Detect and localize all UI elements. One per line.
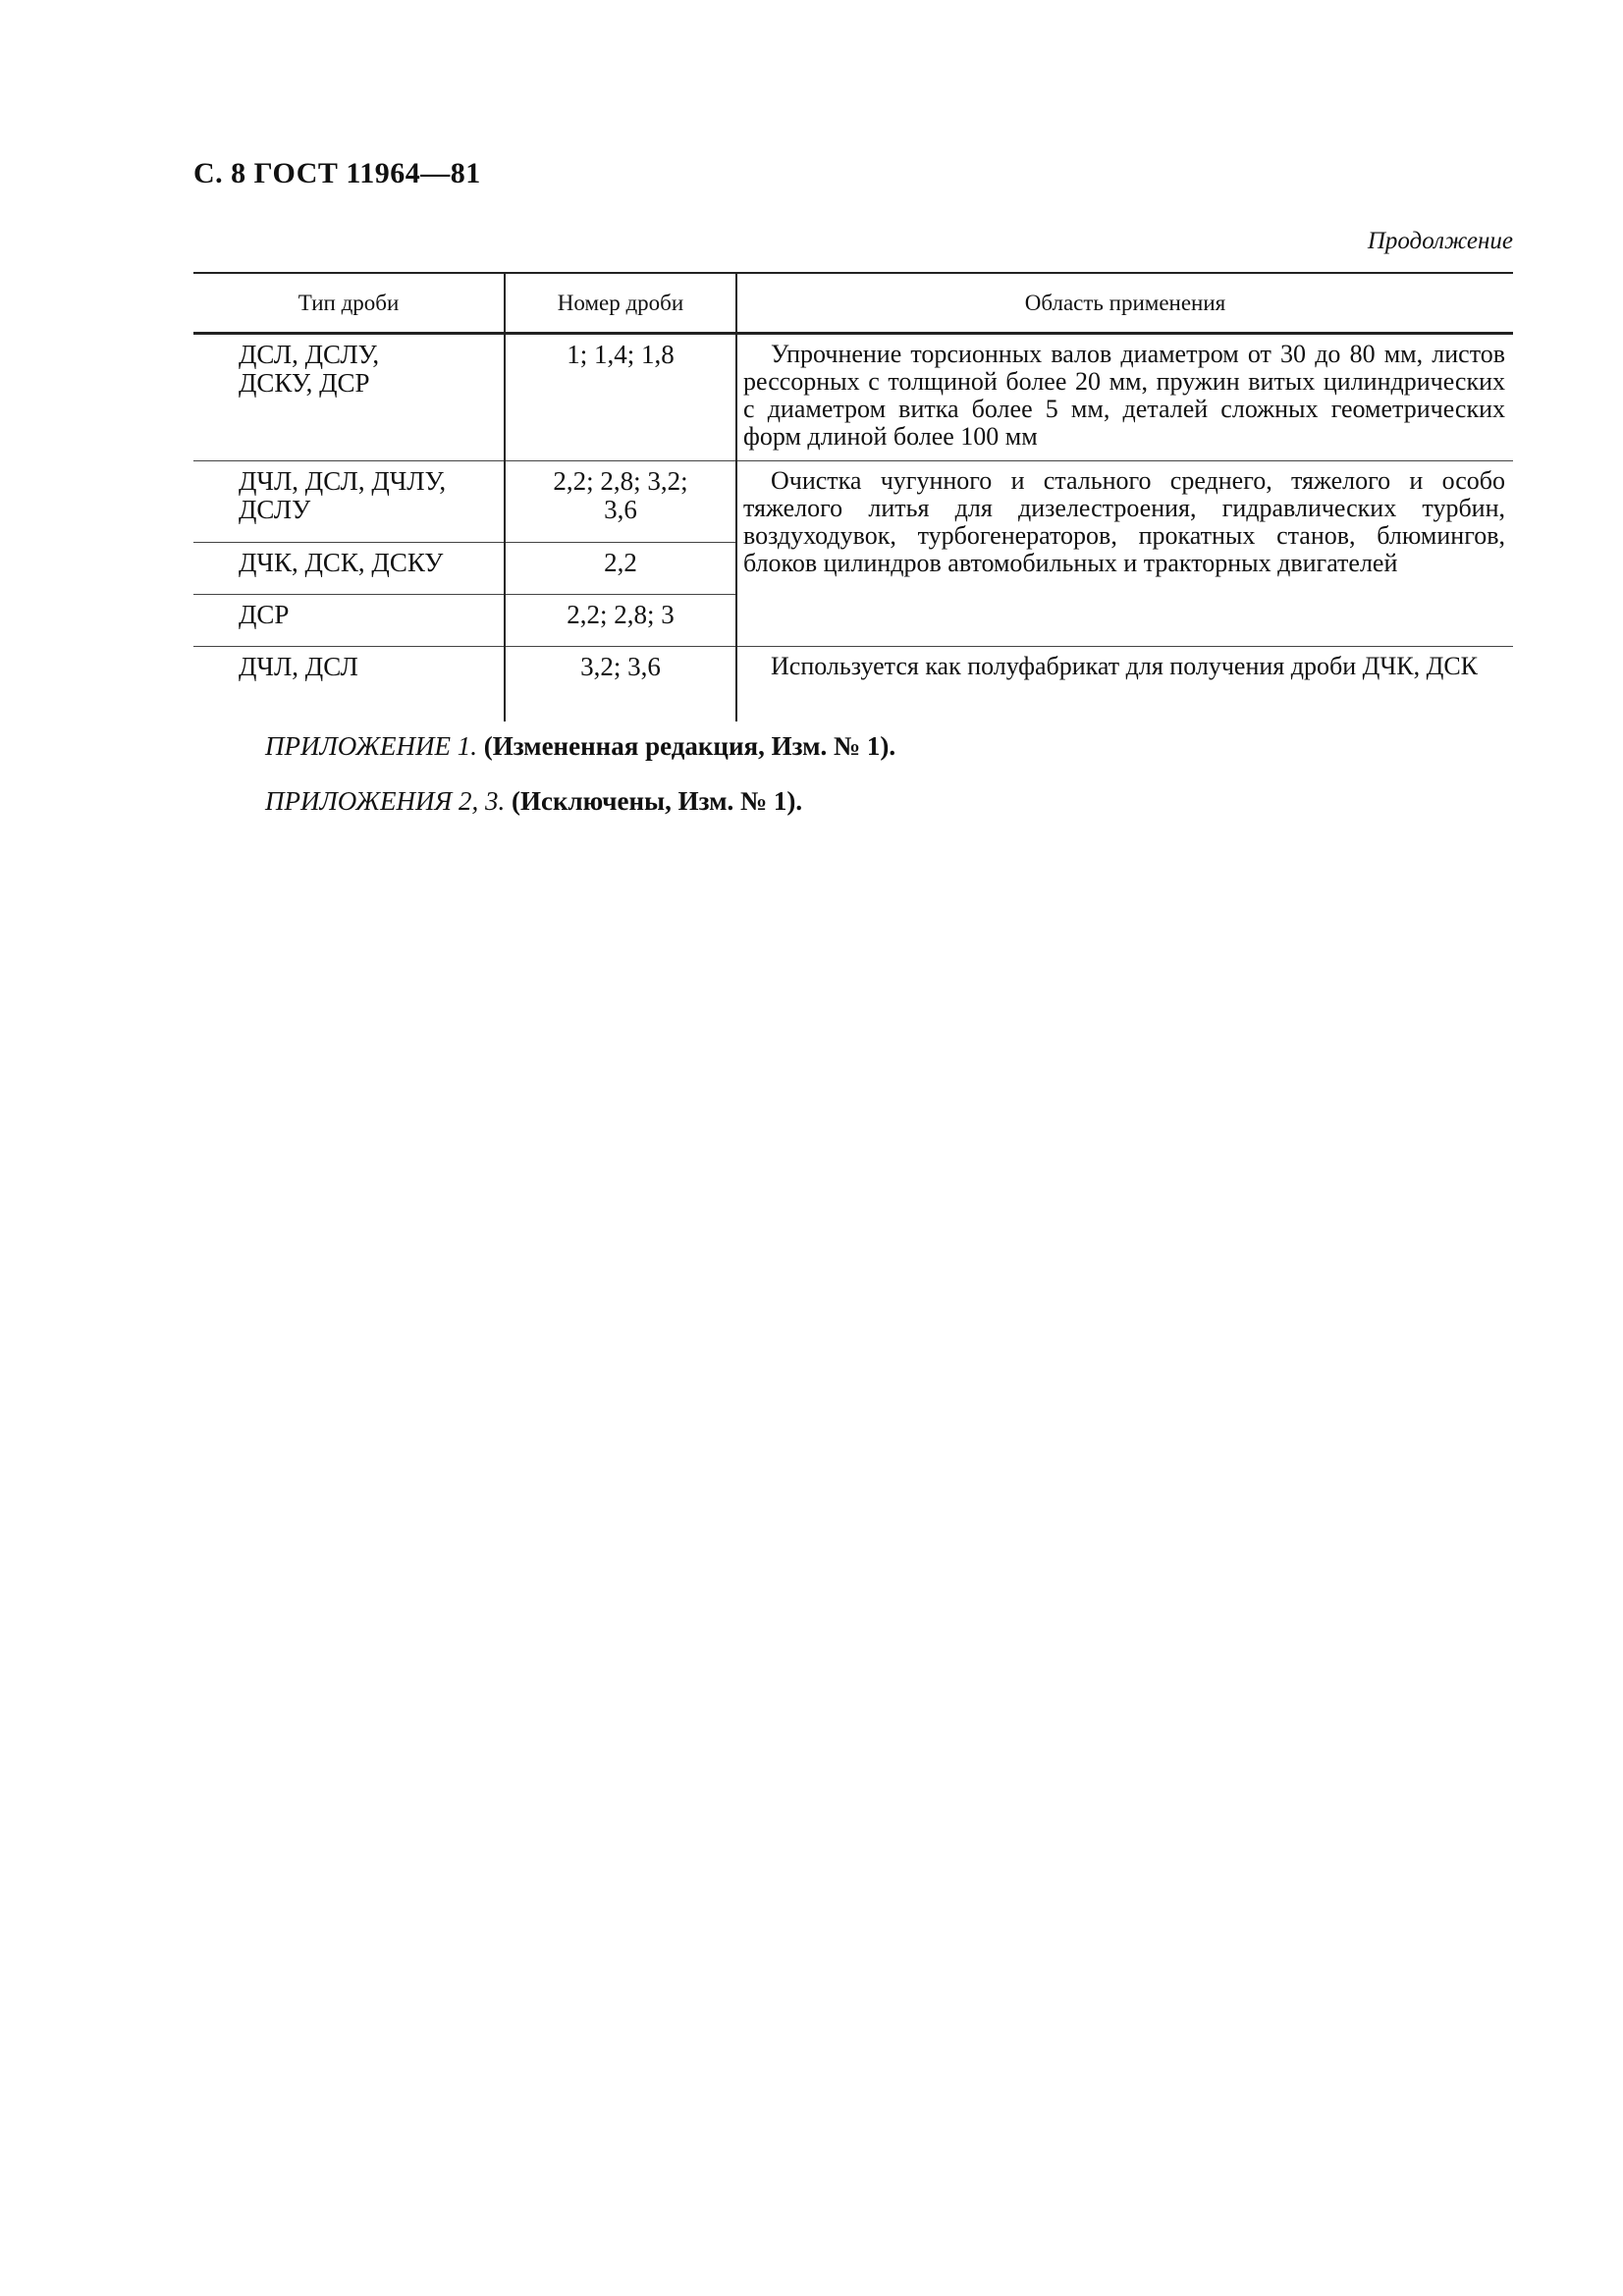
application-area-cell xyxy=(736,647,1513,722)
shot-types-table xyxy=(193,272,1513,721)
shot-type-cell xyxy=(193,334,505,461)
shot-type: ДЧЛ, ДСЛ xyxy=(239,652,358,681)
application-area: Используется как полуфабрикат для получения дроби ДЧК, ДСК xyxy=(771,652,1479,680)
shot-number: 2,2; 2,8; 3,2; 3,6 xyxy=(553,466,688,524)
shot-number-cell xyxy=(505,461,736,543)
shot-type: ДСЛ, ДСЛУ, ДСКУ, ДСР xyxy=(239,340,380,398)
table-header-row xyxy=(193,273,1513,334)
shot-type: ДСР xyxy=(239,600,290,629)
page-header: С. 8 ГОСТ 11964—81 xyxy=(193,157,481,189)
column-header-number: Номер дроби xyxy=(505,273,736,334)
appendix-note xyxy=(265,786,802,817)
continuation-label: Продолжение xyxy=(1367,228,1513,254)
shot-number-cell xyxy=(505,543,736,595)
application-area-cell xyxy=(736,461,1513,647)
table-row xyxy=(193,647,1513,722)
shot-number: 2,2 xyxy=(604,548,637,577)
shot-type-cell xyxy=(193,543,505,595)
shot-number: 3,2; 3,6 xyxy=(580,652,661,681)
shot-number: 2,2; 2,8; 3 xyxy=(567,600,675,629)
application-area-cell xyxy=(736,334,1513,461)
application-area: Очистка чугунного и стального среднего, тяжелого и особо тяжелого литья для дизелестроения, гидравлических турбин, воздуходувок, турбогенераторов, прокатных станов, блюмингов, блоков цилиндров автомобильных и тракторных двигателей xyxy=(743,466,1505,577)
shot-type-cell xyxy=(193,595,505,647)
table-row xyxy=(193,334,1513,461)
shot-number-cell xyxy=(505,334,736,461)
shot-type: ДЧК, ДСК, ДСКУ xyxy=(239,548,444,577)
appendix-note-label: ПРИЛОЖЕНИЯ 2, 3. xyxy=(265,786,506,816)
shot-number-cell xyxy=(505,647,736,722)
table-row xyxy=(193,461,1513,543)
shot-type-cell xyxy=(193,461,505,543)
application-area: Упрочнение торсионных валов диаметром от 30 до 80 мм, листов рессорных с толщиной более 20 мм, пружин витых цилиндрических с диаметром витка более 5 мм, деталей сложных геометрических форм длиной более 100 мм xyxy=(743,340,1505,451)
shot-type-cell xyxy=(193,647,505,722)
shot-number: 1; 1,4; 1,8 xyxy=(567,340,675,369)
appendix-note-text: (Исключены, Изм. № 1). xyxy=(511,786,803,816)
appendix-note-label: ПРИЛОЖЕНИЕ 1. xyxy=(265,731,477,761)
appendix-note-text: (Измененная редакция, Изм. № 1). xyxy=(483,731,896,761)
shot-number-cell xyxy=(505,595,736,647)
column-header-area: Область применения xyxy=(736,273,1513,334)
shot-type: ДЧЛ, ДСЛ, ДЧЛУ, ДСЛУ xyxy=(239,466,447,524)
column-header-type: Тип дроби xyxy=(193,273,505,334)
appendix-note xyxy=(265,731,895,762)
